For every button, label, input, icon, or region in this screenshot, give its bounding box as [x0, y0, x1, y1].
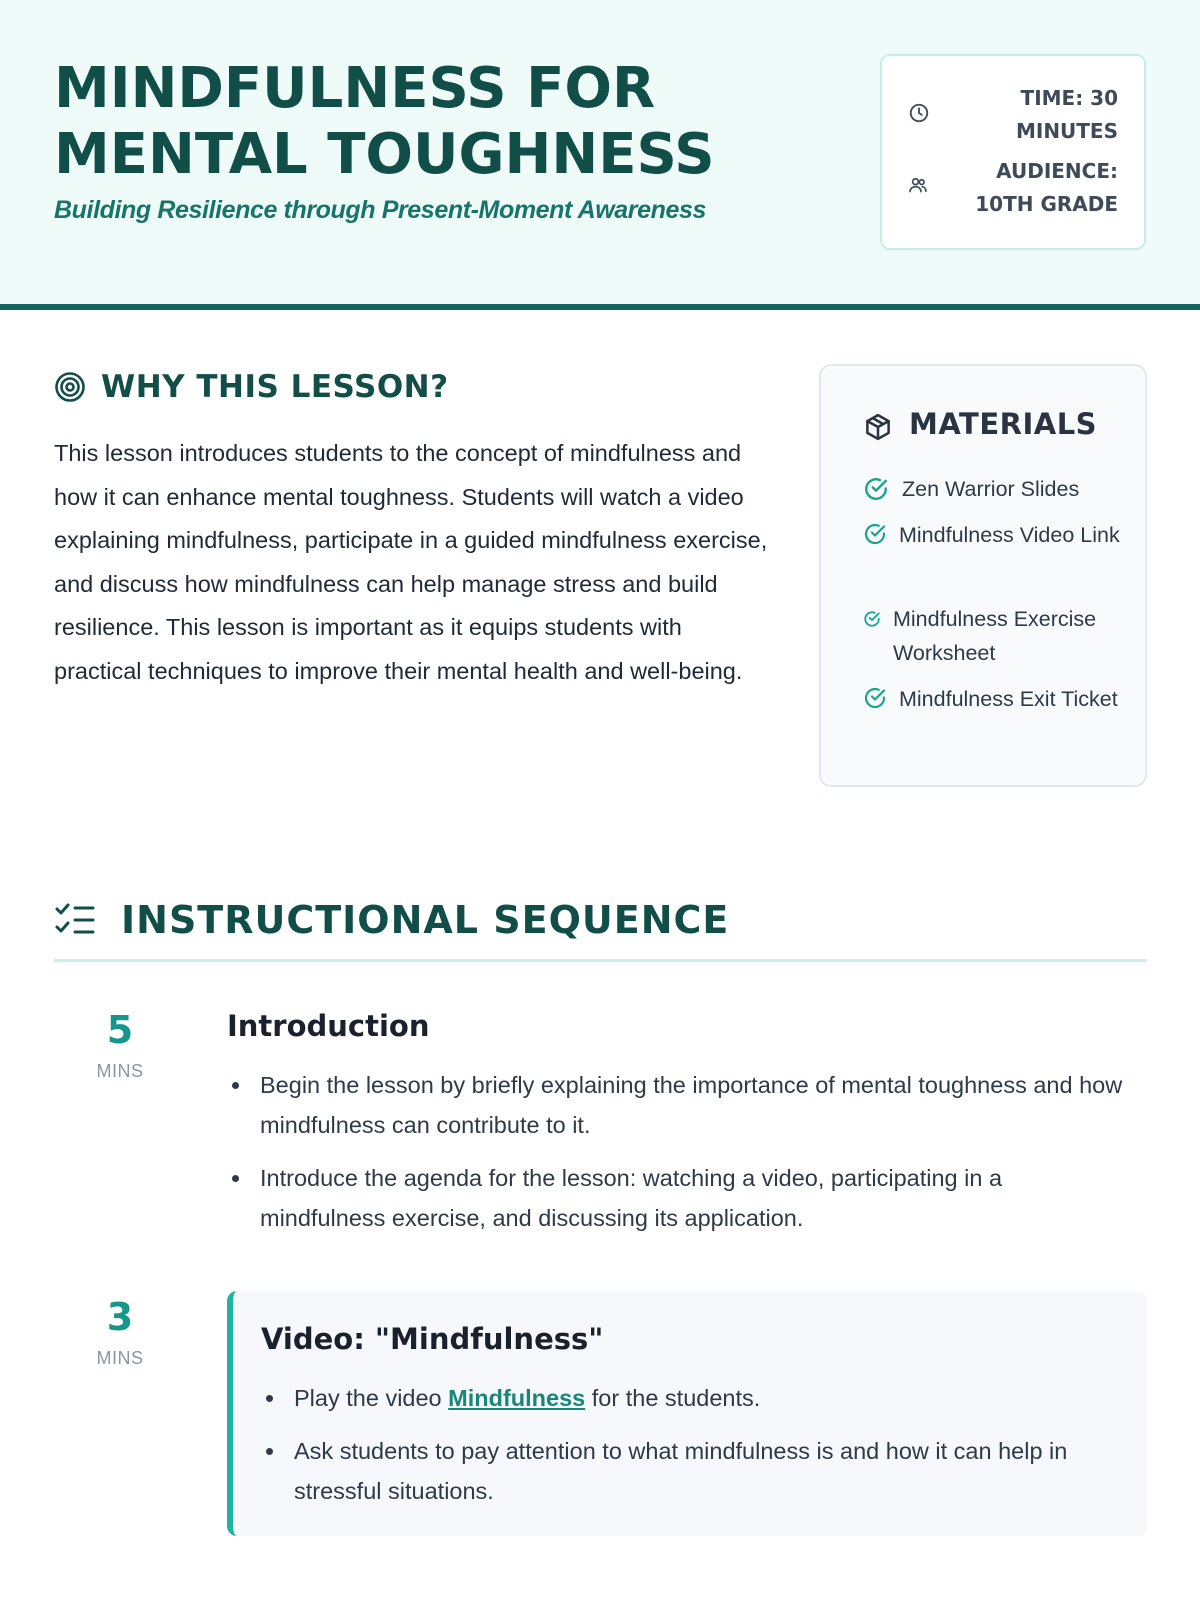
step-title: Introduction: [227, 1009, 430, 1043]
step-duration: [80, 1295, 160, 1369]
step-duration: [80, 1008, 160, 1082]
package-icon: [863, 412, 893, 446]
check-circle-icon: [863, 686, 887, 714]
check-circle-icon: [863, 522, 887, 550]
audience-label: AUDIENCE: 10TH GRADE: [975, 159, 1118, 216]
checklist-icon: [54, 902, 96, 942]
material-label: Zen Warrior Slides: [902, 477, 1080, 501]
bullet-text: for the students.: [585, 1385, 761, 1411]
material-label: Mindfulness Exercise Worksheet: [893, 607, 1097, 665]
material-label: Mindfulness Exit Ticket: [899, 687, 1118, 711]
step-bullet: Introduce the agenda for the lesson: watching a video, participating in a mindfulness exercise, and discussing its application.: [227, 1158, 1127, 1238]
sequence-divider: [54, 959, 1147, 962]
check-circle-icon: [863, 476, 889, 506]
time-label: TIME: 30 MINUTES: [1015, 86, 1118, 143]
step-bullet: [261, 1378, 1121, 1418]
material-label: Mindfulness Video Link: [899, 523, 1120, 547]
step-minutes-unit: MINS: [96, 1061, 144, 1081]
mindfulness-video-link[interactable]: Mindfulness: [448, 1385, 586, 1411]
step-title: Video: "Mindfulness": [261, 1322, 604, 1356]
lesson-meta-card: [880, 54, 1146, 250]
clock-icon: [908, 102, 930, 128]
materials-title: MATERIALS: [909, 407, 1098, 441]
step-minutes: 5: [106, 1008, 134, 1052]
sequence-title: INSTRUCTIONAL SEQUENCE: [121, 898, 730, 942]
step-highlight-box: [227, 1291, 1147, 1536]
step-bullet-list: [227, 1065, 1127, 1251]
lesson-header: [0, 0, 1200, 310]
target-icon: [54, 371, 86, 407]
step-bullet: Ask students to pay attention to what mindfulness is and how it can help in stressful situations.: [261, 1431, 1121, 1511]
step-minutes: 3: [106, 1295, 134, 1339]
step-minutes-unit: MINS: [96, 1348, 144, 1368]
materials-card: [819, 364, 1147, 787]
why-title: WHY THIS LESSON?: [101, 369, 449, 405]
page-subtitle: Building Resilience through Present-Moment Awareness: [54, 196, 707, 224]
bullet-text: Play the video: [294, 1385, 449, 1411]
check-circle-icon: [863, 610, 881, 632]
why-body-text: This lesson introduces students to the concept of mindfulness and how it can enhance mental toughness. Students will watch a video explaining mindfulness, participate in a guided mindfulness exercise, and discuss how mindfulness can help manage stress and build resilience. This lesson is important as it equips students with practical techniques to improve their mental health and well-being.: [54, 440, 768, 684]
step-bullet: Begin the lesson by briefly explaining the importance of mental toughness and how mindfulness can contribute to it.: [227, 1065, 1127, 1145]
step-bullet-list: [261, 1378, 1121, 1524]
users-icon: [908, 175, 928, 199]
page-title: MINDFULNESS FOR MENTAL TOUGHNESS: [54, 56, 715, 187]
